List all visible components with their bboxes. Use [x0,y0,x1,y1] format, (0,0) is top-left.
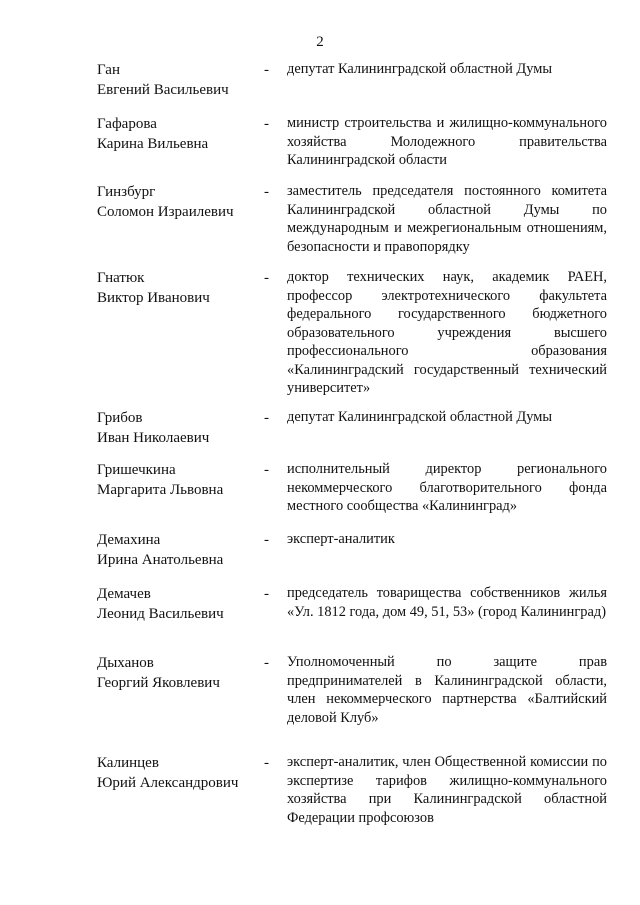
member-surname: Гинзбург [97,184,156,200]
member-surname: Гришечкина [97,462,176,478]
member-position: доктор технических наук, академик РАЕН, профессор электротехнического факультета федерального государственного бюджетного образовательного учреждения высшего профессионального образования «Калининградский государственный технический университет» [287,269,607,396]
member-position: депутат Калининградской областной Думы [287,409,553,425]
member-given-names: Соломон Израилевич [97,204,234,220]
member-given-names: Леонид Васильевич [97,606,224,622]
member-given-names: Евгений Васильевич [97,82,229,98]
member-surname: Дыханов [97,655,154,671]
member-given-names: Юрий Александрович [97,775,239,791]
member-surname: Гнатюк [97,270,145,286]
separator-dash: - [264,755,269,771]
member-name [97,460,262,500]
member-position: исполнительный директор регионального некоммерческого благотворительного фонда местного сообщества «Калининград» [287,461,607,514]
member-given-names: Ирина Анатольевна [97,552,224,568]
separator-dash: - [264,116,269,132]
member-given-names: Георгий Яковлевич [97,675,220,691]
separator-dash: - [264,586,269,602]
member-name [97,584,262,624]
member-position: депутат Калининградской областной Думы [287,61,553,77]
member-given-names: Маргарита Львовна [97,482,224,498]
separator-dash: - [264,655,269,671]
page-number: 2 [316,34,324,50]
separator-dash: - [264,62,269,78]
member-position: заместитель председателя постоянного комитета Калининградской областной Думы по международным и межрегиональным отношениям, безопасности и правопорядку [287,183,607,255]
member-position: министр строительства и жилищно-коммунального хозяйства Молодежного правительства Калининградской области [287,115,607,168]
member-name [97,753,262,793]
member-surname: Демахина [97,532,161,548]
member-position: председатель товарищества собственников жилья «Ул. 1812 года, дом 49, 51, 53» (город Калининград) [287,585,607,620]
member-position: Уполномоченный по защите прав предпринимателей в Калининградской области, член некоммерческого партнерства «Балтийский деловой Клуб» [287,654,607,726]
member-surname: Калинцев [97,755,159,771]
member-surname: Ган [97,62,120,78]
member-name [97,530,262,570]
member-name [97,653,262,693]
member-surname: Демачев [97,586,151,602]
separator-dash: - [264,270,269,286]
member-given-names: Иван Николаевич [97,430,210,446]
member-name [97,268,262,308]
separator-dash: - [264,532,269,548]
member-surname: Грибов [97,410,143,426]
member-surname: Гафарова [97,116,157,132]
member-position: эксперт-аналитик [287,531,395,547]
member-position: эксперт-аналитик, член Общественной комиссии по экспертизе тарифов жилищно-коммунального хозяйства при Калининградской областной Федерации профсоюзов [287,754,607,826]
member-name [97,182,262,222]
member-given-names: Виктор Иванович [97,290,210,306]
separator-dash: - [264,184,269,200]
separator-dash: - [264,410,269,426]
member-name [97,408,262,448]
member-name [97,60,262,100]
member-name [97,114,262,154]
separator-dash: - [264,462,269,478]
member-given-names: Карина Вильевна [97,136,209,152]
